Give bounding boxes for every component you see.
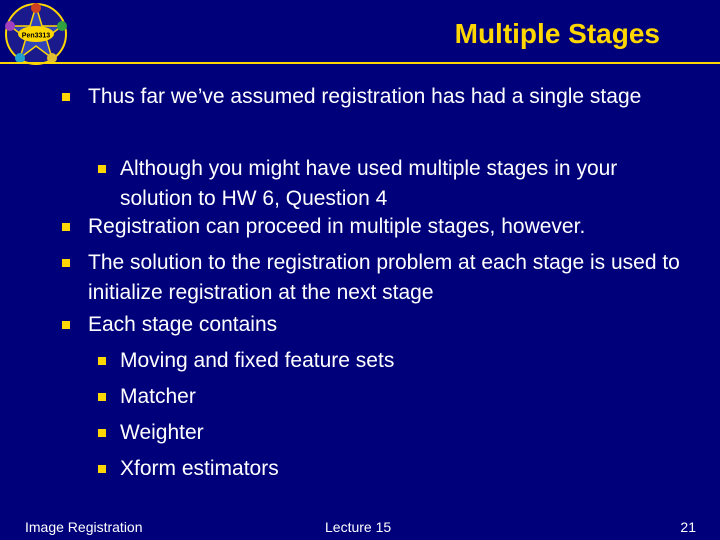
title-divider: [0, 62, 720, 64]
slide-title: Multiple Stages: [454, 18, 660, 49]
bullet-marker-icon: [62, 321, 70, 329]
footer-course: Image Registration: [25, 519, 143, 535]
logo-text: Pen3313: [21, 32, 51, 40]
sub-bullet-item: [98, 382, 680, 412]
bullet-marker-icon: [98, 357, 106, 365]
bullet-text: Matcher: [120, 385, 196, 408]
bullet-marker-icon: [98, 165, 106, 173]
bullet-marker-icon: [62, 223, 70, 231]
bullet-text: Registration can proceed in multiple stages, however.: [88, 215, 586, 238]
bullet-text: Each stage contains: [88, 313, 278, 336]
bullet-item: [62, 82, 688, 112]
sub-bullet-item: [98, 454, 680, 484]
bullet-item: [62, 310, 688, 340]
sub-bullet-item: [98, 346, 680, 376]
bullet-text: Thus far we’ve assumed registration has had a single stage: [88, 85, 642, 108]
bullet-marker-icon: [98, 393, 106, 401]
bullet-item: [62, 212, 688, 242]
bullet-text: The solution to the registration problem at each stage is used to initialize registration at the next stage: [88, 251, 680, 304]
bullet-marker-icon: [98, 429, 106, 437]
sub-bullet-item: [98, 154, 680, 214]
bullet-text: Moving and fixed feature sets: [120, 349, 395, 372]
bullet-text: Weighter: [120, 421, 204, 444]
bullet-marker-icon: [62, 259, 70, 267]
bullet-item: [62, 248, 688, 308]
bullet-text: Xform estimators: [120, 457, 279, 480]
bullet-marker-icon: [98, 465, 106, 473]
footer-lecture: Lecture 15: [325, 519, 392, 535]
bullet-marker-icon: [62, 93, 70, 101]
sub-bullet-item: [98, 418, 680, 448]
bullet-text: Although you might have used multiple stages in your solution to HW 6, Question 4: [120, 157, 618, 210]
page-number: 21: [680, 519, 696, 535]
